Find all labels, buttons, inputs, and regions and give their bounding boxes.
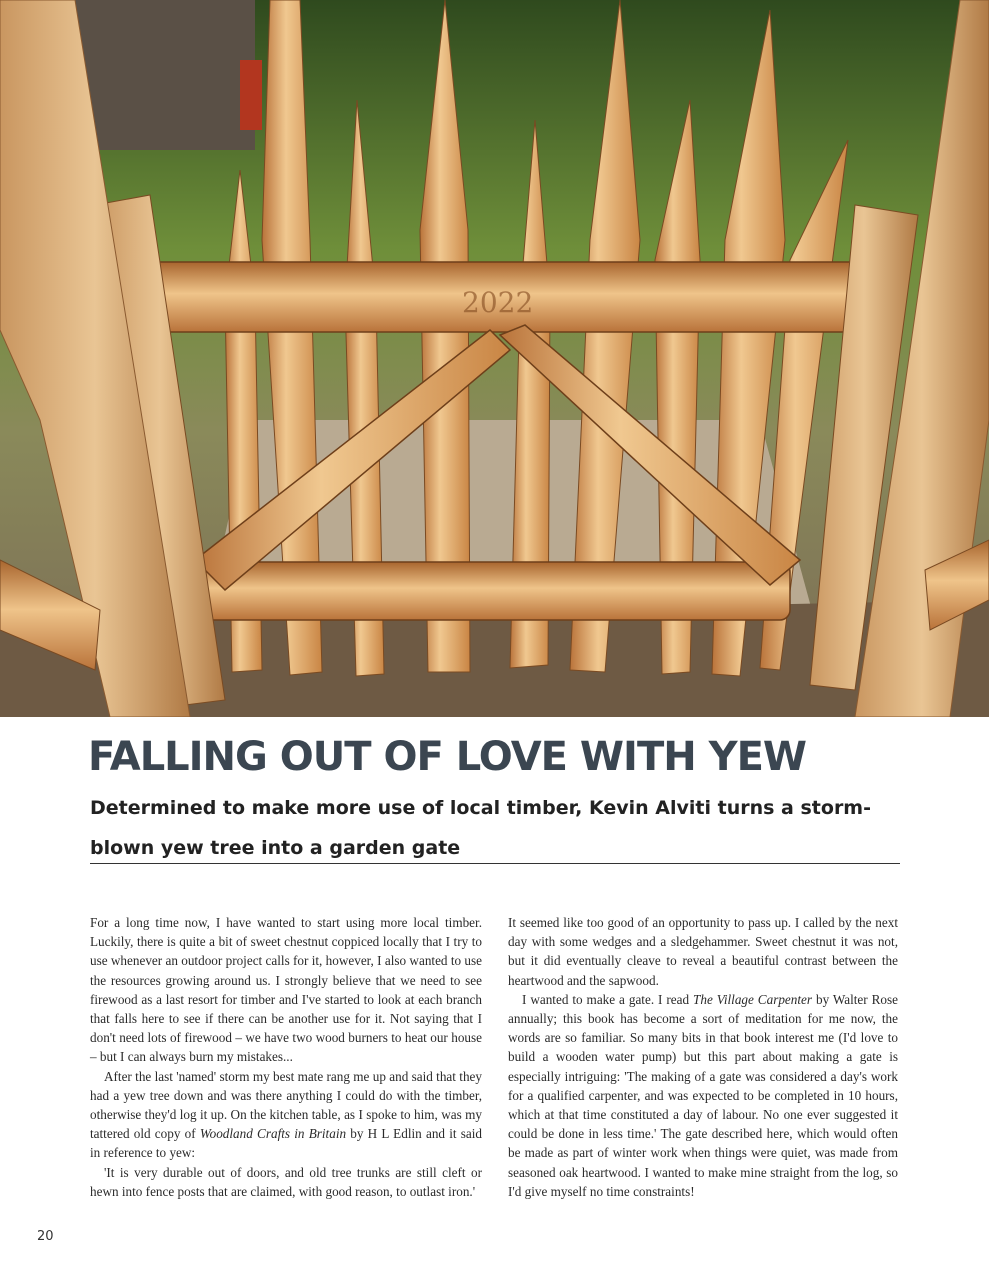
paragraph-text: I wanted to make a gate. I read [522,991,694,1007]
article-subtitle: Determined to make more use of local timber, Kevin Alviti turns a storm-blown yew tree into a garden gate [90,797,871,859]
quote-paragraph: 'It is very durable out of doors, and old tree trunks are still cleft or hewn into fence posts that are claimed, with good reason, to outlast iron.' [90,1164,482,1199]
paragraph: It seemed like too good of an opportunity to pass up. I called by the next day with some wedges and a sledgehammer. Sweet chestnut it was not, but it did eventually cleave to reveal a beautiful contrast between the heartwood and the sapwood. [508,915,898,988]
paragraph-text: After the last 'named' storm my best mate rang me up and said that they had a yew tree down and was there anything I could do with the timber, otherwise they'd log it up. On the kitchen table, as I spoke to him, was my tattered old copy of [90,1068,482,1142]
book-title: Woodland Crafts in Britain [199,1126,347,1142]
page-number: 20 [37,1229,54,1244]
body-column-right [508,913,898,1201]
book-title: The Village Carpenter [693,991,813,1007]
paragraph [508,990,898,1201]
paragraph [90,1067,482,1163]
article-title: FALLING OUT OF LOVE WITH YEW [88,734,807,780]
paragraph: For a long time now, I have wanted to start using more local timber. Luckily, there is quite a bit of sweet chestnut coppiced locally that I try to use whenever an outdoor project calls for it, however, I also wanted to use the resources growing around us. I strongly believe that we need to see firewood as a last resort for timber and I've started to look at each branch that falls here to see if there can be another use for it. Not saying that I don't need lots of firewood – we have two wood burners to heat our house – but I can always burn my mistakes... [90,915,482,1065]
body-column-left [90,913,482,1201]
carved-year-text: 2022 [462,286,534,319]
paragraph-text: by H L Edlin and it said in reference to yew: [90,1126,482,1161]
title-divider [90,863,900,864]
paragraph-text: by Walter Rose annually; this book has become a sort of meditation for me now, the words are so familiar. So many bits in that book interest me (I'd love to build a wooden water pump) but this part about making a gate is especially intriguing: 'The making of a gate was considered a day's work for a qualified carpenter, and was expected to be completed in 10 hours, which at that time constituted a day of labour. No one ever suggested it could be done in less time.' The gate described here, which would often be made as part of winter work when things were quiet, was made from seasoned oak heartwood. I wanted to make mine straight from the log, so I'd give myself no time constraints! [508,991,898,1199]
